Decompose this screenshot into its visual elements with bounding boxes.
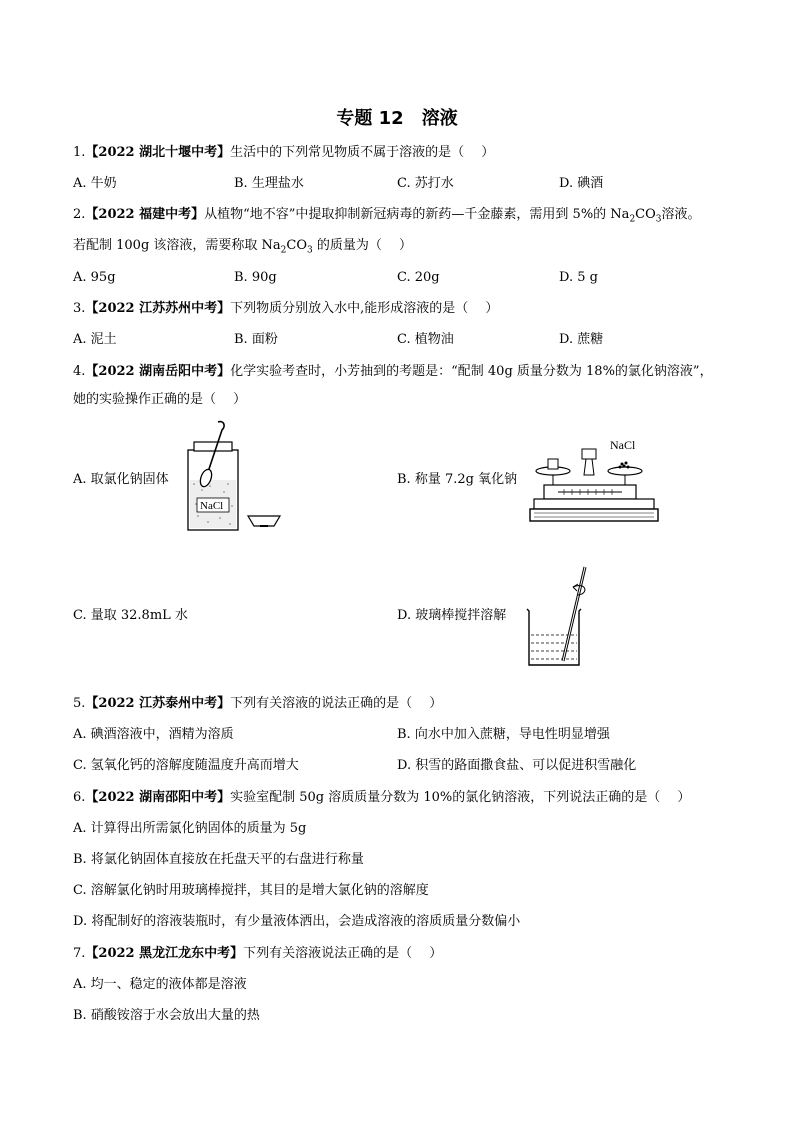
question-number: 6. — [73, 790, 86, 805]
page-title: 专题 12 溶液 — [336, 108, 458, 129]
question-1-stem — [73, 145, 494, 161]
question-number: 3. — [73, 301, 86, 316]
question-text: 下列物质分别放入水中,能形成溶液的是（ ） — [230, 301, 499, 316]
beaker-figure — [525, 565, 595, 670]
question-3-stem — [73, 301, 498, 317]
option-b: B. 称量 7.2g 氧化钠 — [397, 472, 518, 487]
option-d: D. 碘酒 — [559, 176, 604, 191]
option-b: B. 90g — [234, 270, 277, 285]
question-source: 【2022 黑龙江龙东中考】 — [85, 946, 244, 961]
option-d: D. 玻璃棒搅拌溶解 — [397, 608, 507, 623]
option-a: A. 泥土 — [73, 332, 117, 347]
option-b: B. 将氯化钠固体直接放在托盘天平的右盘进行称量 — [73, 852, 364, 867]
question-6-stem — [73, 790, 690, 806]
reagent-bottle-figure — [180, 420, 290, 535]
question-2-stem: 2.【2022 福建中考】从植物“地不容”中提取抑制新冠病毒的新药—千金藤素，需用到 5%的 $Na_2CO_3$溶液。 — [73, 207, 701, 225]
option-b: B. 生理盐水 — [234, 176, 304, 191]
option-a: A. 牛奶 — [73, 176, 117, 191]
option-c: C. 量取 32.8mL 水 — [73, 608, 188, 623]
option-c: C. 植物油 — [397, 332, 454, 347]
question-source: 【2022 福建中考】 — [85, 207, 205, 222]
question-number: 1. — [73, 145, 86, 160]
question-text: 下列有关溶液说法正确的是（ ） — [243, 946, 443, 961]
option-a: A. 95g — [73, 270, 116, 285]
option-b: B. 面粉 — [234, 332, 278, 347]
option-c: C. 苏打水 — [397, 176, 454, 191]
option-d: D. 积雪的路面撒食盐、可以促进积雪融化 — [397, 758, 637, 773]
option-b: B. 向水中加入蔗糖，导电性明显增强 — [397, 727, 610, 742]
option-d: D. 蔗糖 — [559, 332, 604, 347]
option-d: D. 将配制好的溶液装瓶时，有少量液体洒出，会造成溶液的溶质质量分数偏小 — [73, 914, 521, 929]
bottle-label: NaCl — [200, 500, 224, 512]
question-source: 【2022 湖南邵阳中考】 — [85, 790, 231, 805]
option-c: C. 氢氧化钙的溶解度随温度升高而增大 — [73, 758, 299, 773]
option-a: A. 取氯化钠固体 — [73, 472, 169, 487]
option-b: B. 硝酸铵溶于水会放出大量的热 — [73, 1008, 260, 1023]
option-c: C. 20g — [397, 270, 440, 285]
question-text: 实验室配制 50g 溶质质量分数为 10%的氯化钠溶液，下列说法正确的是（ ） — [230, 790, 691, 805]
question-number: 7. — [73, 946, 86, 961]
option-a: A. 均一、稳定的液体都是溶液 — [73, 977, 247, 992]
question-number: 5. — [73, 696, 86, 711]
option-d: D. 5 g — [559, 270, 598, 285]
question-number: 2. — [73, 207, 86, 222]
question-4-stem-continued: 她的实验操作正确的是（ ） — [73, 392, 247, 407]
question-text: 下列有关溶液的说法正确的是（ ） — [230, 696, 443, 711]
option-c: C. 溶解氯化钠时用玻璃棒搅拌，其目的是增大氯化钠的溶解度 — [73, 883, 429, 898]
option-a: A. 碘酒溶液中，酒精为溶质 — [73, 727, 234, 742]
question-text: 化学实验考查时，小芳抽到的考题是：“配制 40g 质量分数为 18%的氯化钠溶液”， — [230, 364, 713, 379]
question-number: 4. — [73, 364, 86, 379]
question-source: 【2022 湖南岳阳中考】 — [85, 364, 231, 379]
balance-label: NaCl — [610, 438, 636, 452]
question-5-stem — [73, 696, 442, 712]
question-source: 【2022 湖北十堰中考】 — [85, 145, 231, 160]
question-4-stem — [73, 364, 713, 380]
question-source: 【2022 江苏苏州中考】 — [85, 301, 231, 316]
option-a: A. 计算得出所需氯化钠固体的质量为 5g — [73, 821, 307, 836]
question-text: 生活中的下列常见物质不属于溶液的是（ ） — [230, 145, 495, 160]
question-2-stem-continued: 若配制 100g 该溶液，需要称取 $Na_2CO_3$ 的质量为（ ） — [73, 238, 413, 256]
question-7-stem — [73, 946, 442, 962]
question-source: 【2022 江苏泰州中考】 — [85, 696, 231, 711]
balance-figure — [530, 435, 665, 530]
